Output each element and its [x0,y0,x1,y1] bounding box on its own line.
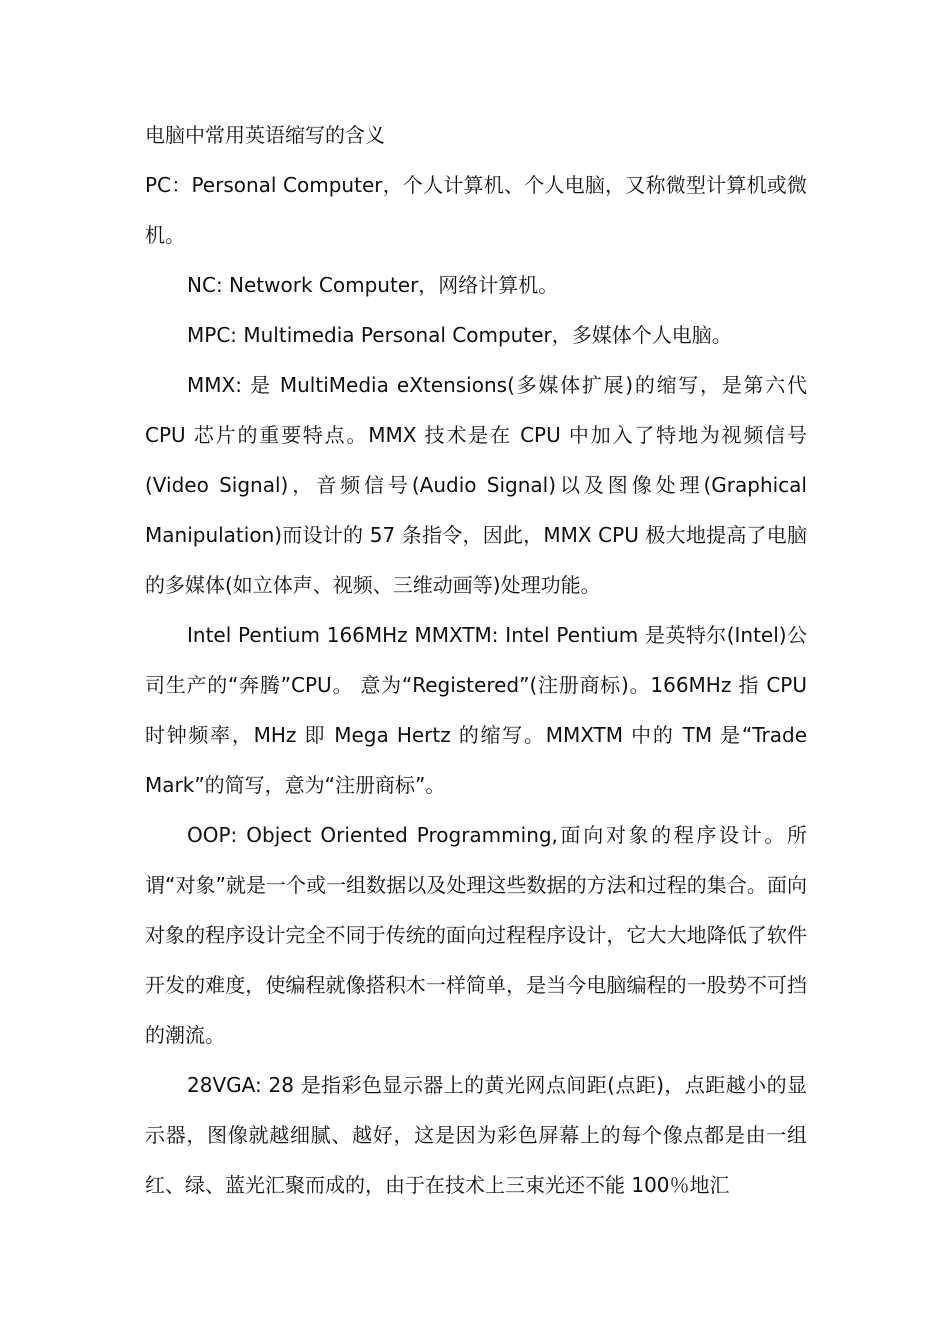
document-page [145,110,807,1210]
document-title: 电脑中常用英语缩写的含义 [145,123,385,147]
paragraph-mpc: MPC: Multimedia Personal Computer，多媒体个人电脑。 [187,323,732,347]
paragraph-mmx: MMX: 是 MultiMedia eXtensions(多媒体扩展)的缩写，是第六代 CPU 芯片的重要特点。MMX 技术是在 CPU 中加入了特地为视频信号(Video Signal)，音频信号(Audio Signal)以及图像处理(Graphical Manipulation)而设计的 57 条指令，因此，MMX CPU 极大地提高了电脑的多媒体(如立体声、视频、三维动画等)处理功能。 [145,373,807,597]
paragraph-intel: Intel Pentium 166MHz MMXTM: Intel Pentium 是英特尔(Intel)公司生产的“奔腾”CPU。 意为“Registered”(注册商标)。166MHz 指 CPU 时钟频率，MHz 即 Mega Hertz 的缩写。MMXTM 中的 TM 是“Trade Mark”的简写，意为“注册商标”。 [145,623,807,797]
paragraph-nc: NC: Network Computer，网络计算机。 [187,273,559,297]
paragraph-vga: 28VGA: 28 是指彩色显示器上的黄光网点间距(点距)，点距越小的显示器，图像就越细腻、越好，这是因为彩色屏幕上的每个像点都是由一组红、绿、蓝光汇聚而成的，由于在技术上三束光还不能 100％地汇 [145,1073,807,1197]
paragraph-pc: PC：Personal Computer，个人计算机、个人电脑，又称微型计算机或微机。 [145,173,807,247]
paragraph-oop: OOP: Object Oriented Programming,面向对象的程序设计。所谓“对象”就是一个或一组数据以及处理这些数据的方法和过程的集合。面向对象的程序设计完全不同于传统的面向过程程序设计，它大大地降低了软件开发的难度，使编程就像搭积木一样简单，是当今电脑编程的一股势不可挡的潮流。 [145,823,807,1047]
